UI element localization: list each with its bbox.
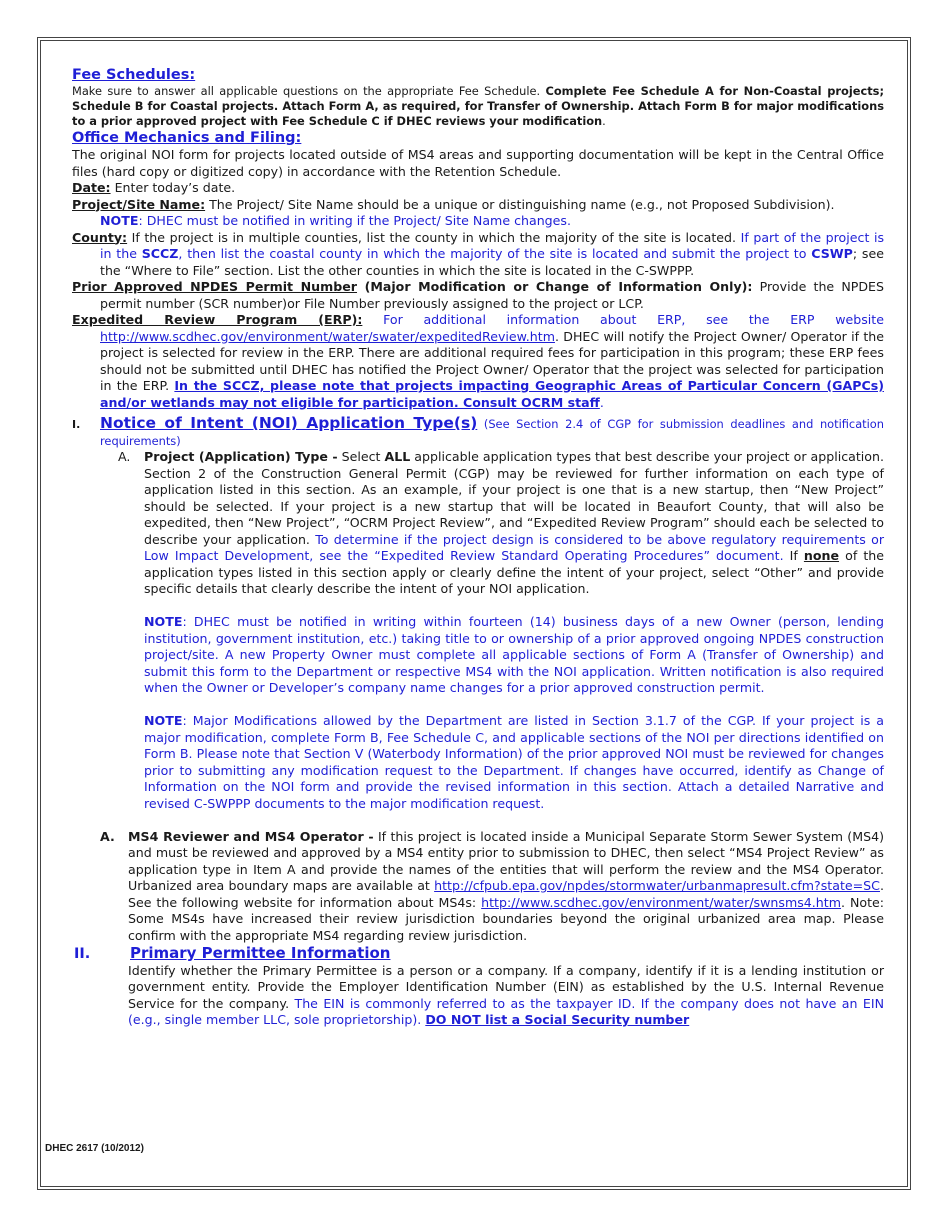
section-1-heading-note: (See Section 2.4 of CGP for submission deadlines and notification requirements)	[100, 417, 884, 448]
erp-sccz-link[interactable]: In the SCCZ, please note that projects impacting Geographic Areas of Particular Concern (GAPCs) and/or wetlands may not eligible for participation. Consult OCRM staff	[100, 378, 884, 410]
section-2-text	[72, 963, 884, 1029]
section-1-note-modifications	[72, 713, 884, 812]
prior-permit-bold: (Major Modification or Change of Information Only):	[357, 279, 753, 294]
ms4-website-link[interactable]: http://www.scdhec.gov/environment/water/swnsms4.htm	[481, 894, 841, 910]
county-text-4: ; see the “Where to File” section. List the other counties in which the site is located in the C-SWPPP.	[100, 246, 884, 278]
item-a-none: none	[803, 548, 840, 563]
item-ms4-text-3: . Note: Some MS4s have increased their review jurisdiction boundaries beyond the original urbanized area map. Please confirm with the appropriate MS4 regarding review jurisdiction.	[128, 894, 885, 943]
section-1-item-ms4	[72, 829, 884, 945]
section-1-heading-line	[100, 414, 884, 449]
section-1-item-a	[72, 449, 884, 598]
fee-schedules-heading[interactable]: Fee Schedules:	[72, 67, 196, 83]
erp-website-link[interactable]: http://www.scdhec.gov/environment/water/swater/expeditedReview.htm	[100, 328, 555, 344]
county-text-1: If the project is in multiple counties, list the county in which the majority of the site is located.	[127, 229, 741, 245]
item-ms4-text-2: . See the following website for information about MS4s:	[128, 878, 884, 910]
erp-item	[72, 312, 884, 411]
project-name-text: The Project/ Site Name should be a unique or distinguishing name (e.g., not Proposed Subdivision).	[205, 196, 835, 212]
county-sccz: SCCZ	[141, 246, 179, 261]
fee-schedules-text	[72, 84, 884, 129]
county-label: County:	[72, 229, 128, 245]
item-ms4-label: A.	[100, 828, 115, 844]
note-2-text: : Major Modifications allowed by the Department are listed in Section 3.1.7 of the CGP. If your project is a major modification, complete Form B, Fee Schedule C, and applicable sections of the NOI per directions identified on Form B. Please note that Section V (Waterbody Information) of the prior approved NOI must be reviewed for changes prior to submitting any modification request to the Department. If changes have occurred, identify as Change of Information on the NOI form and provide the revised information in this section. Attach a detailed Narrative and revised C-SWPPP documents to the major modification request.	[144, 713, 884, 811]
note-2-label: NOTE	[144, 713, 183, 728]
section-2-blue: The EIN is commonly referred to as the taxpayer ID. If the company does not have an EIN (e.g., single member LLC, sole proprietorship).	[128, 995, 884, 1027]
prior-permit-label: Prior Approved NPDES Permit Number	[72, 279, 358, 294]
prior-permit-item	[72, 279, 884, 312]
project-name-label: Project/Site Name:	[72, 196, 206, 212]
document-body	[72, 66, 884, 1029]
section-2-ssn-link[interactable]: DO NOT list a Social Security number	[425, 1012, 690, 1027]
county-item	[72, 230, 884, 280]
section-2-text-1: Identify whether the Primary Permittee is a person or a company. If a company, identify if it is a lending institution or government entity. Provide the Employer Identification Number (EIN) as established by the U.S. Internal Revenue Service for the company.	[128, 962, 884, 1011]
county-text-2: If part of the project is in the	[100, 229, 885, 261]
project-name-note-text: : DHEC must be notified in writing if the Project/ Site Name changes.	[138, 213, 571, 228]
item-a-text-4: of the application types listed in this section apply or clearly define the intent of your project, select “Other” and provide specific details that clearly describe the intent of your NOI application.	[144, 548, 884, 596]
prior-permit-text: Provide the NPDES permit number (SCR number)or File Number previously assigned to the project or LCP.	[100, 279, 885, 311]
section-2-heading[interactable]: Primary Permittee Information	[130, 944, 391, 962]
county-cswp: CSWP	[811, 246, 853, 261]
date-text: Enter today’s date.	[110, 180, 236, 195]
section-1-note-ownership	[72, 614, 884, 697]
item-a-text-3: If	[783, 548, 804, 563]
project-name-note	[100, 213, 571, 228]
section-1-header	[72, 414, 884, 449]
item-ms4-text-1: If this project is located inside a Municipal Separate Storm Sewer System (MS4) and must be reviewed and approved by a MS4 entity prior to submission to DHEC, then select “MS4 Project Review” as application type in Item A and provide the names of the entities that will perform the review and the MS4 Operator. Urbanized area boundary maps are available at	[128, 828, 885, 893]
office-mechanics-heading[interactable]: Office Mechanics and Filing:	[72, 130, 302, 146]
erp-label: Expedited Review Program (ERP):	[72, 312, 363, 327]
note-1-label: NOTE	[144, 614, 183, 629]
erp-text-2: . DHEC will notify the Project Owner/ Operator if the project is selected for review in the ERP. There are additional required fees for participation in this program; these ERP fees should not be submitted until DHEC has notified the Project Owner/ Operator that the project was selected for participation in the ERP.	[100, 328, 884, 393]
form-footer: DHEC 2617 (10/2012)	[45, 1143, 144, 1154]
item-a-text-2: applicable application types that best describe your project or application. Section 2 of the Construction General Permit (CGP) may be reviewed for further information on each type of application listed in this section. As an example, if your project is one that is a new startup, then “New Project” should be selected. If your project is a new startup that will be located in Beaufort County, that will also be expedited, then “New Project”, “OCRM Project Review”, and “Expedited Review Program” should each be selected to describe your application.	[144, 449, 884, 547]
date-item	[72, 180, 884, 197]
project-name-item	[72, 197, 884, 230]
section-1-numeral: I.	[72, 418, 81, 431]
section-2-header	[72, 944, 884, 963]
project-name-note-label: NOTE	[100, 213, 139, 228]
item-a-blue: To determine if the project design is considered to be above regulatory requirements or Low Impact Development, see the “Expedited Review Standard Operating Procedures” document.	[144, 531, 885, 563]
item-a-all: ALL	[384, 449, 411, 464]
note-1-text: : DHEC must be notified in writing within fourteen (14) business days of a new Owner (person, lending institution, government institution, etc.) taking title to or ownership of a prior approved ongoing NPDES construction project/site. A new Property Owner must complete all applicable sections of Form A (Transfer of Ownership) and submit this form to the Department or respective MS4 with the NOI application. Written notification is also required when the Owner or Developer’s company name changes for a prior approved construction permit.	[144, 614, 884, 695]
fee-text-1: Make sure to answer all applicable questions on the appropriate Fee Schedule.	[72, 84, 546, 98]
section-1-heading[interactable]: Notice of Intent (NOI) Application Type(s)	[100, 414, 478, 432]
item-a-label: A.	[118, 449, 131, 464]
fee-text-end: .	[602, 114, 606, 128]
office-mechanics-text: The original NOI form for projects located outside of MS4 areas and supporting documentation will be kept in the Central Office files (hard copy or digitized copy) in accordance with the Retention Schedule.	[72, 147, 884, 179]
date-label: Date:	[72, 180, 111, 195]
section-2-numeral: II.	[74, 946, 91, 962]
item-a-text-1: Select	[337, 449, 385, 464]
erp-text-3: .	[599, 394, 604, 410]
item-ms4-title: MS4 Reviewer and MS4 Operator -	[128, 828, 374, 844]
fee-text-bold: Complete Fee Schedule A for Non-Coastal projects; Schedule B for Coastal projects. Attach Form A, as required, for Transfer of Ownership. Attach Form B for major modifications to a prior approved project with Fee Schedule C if DHEC reviews your modification	[72, 84, 884, 128]
item-a-title: Project (Application) Type -	[144, 449, 338, 464]
county-text-3: , then list the coastal county in which the majority of the site is located and submit the project to	[178, 246, 812, 261]
erp-text-1: For additional information about ERP, see the ERP website	[362, 312, 884, 327]
urbanized-map-link[interactable]: http://cfpub.epa.gov/npdes/stormwater/urbanmapresult.cfm?state=SC	[434, 878, 880, 893]
